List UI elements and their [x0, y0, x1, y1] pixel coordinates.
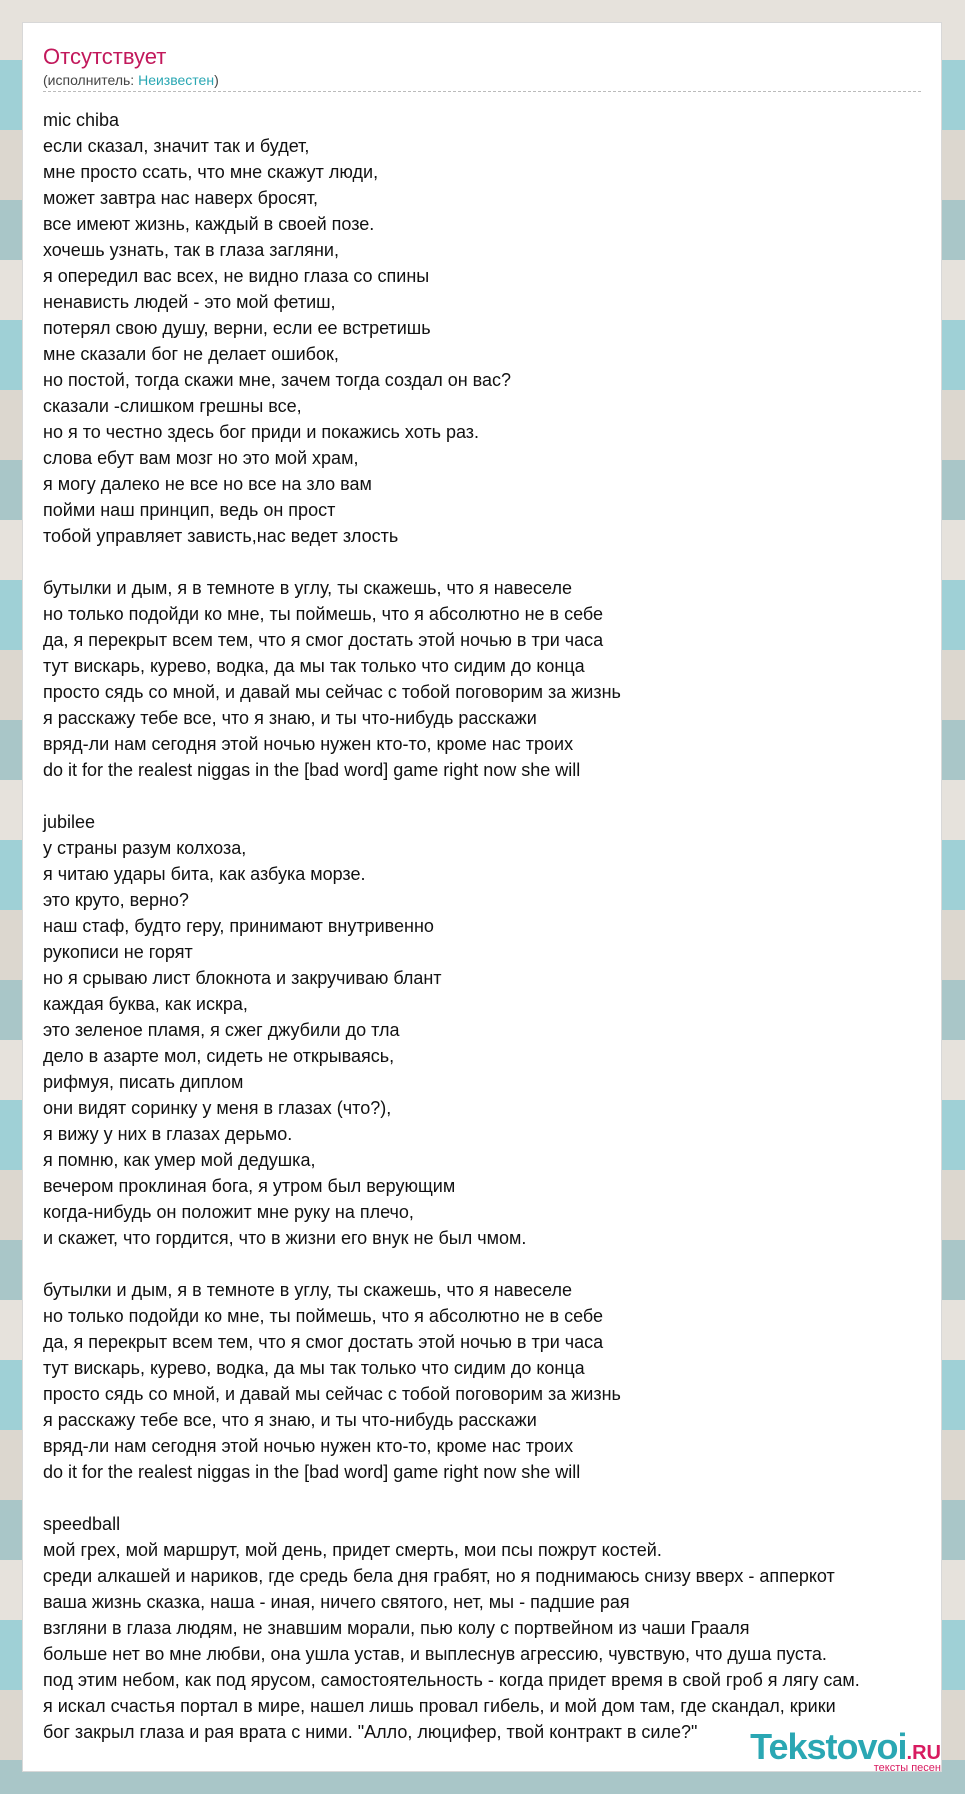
lyric-line: мне сказали бог не делает ошибок, — [43, 344, 339, 364]
artist-prefix: (исполнитель: — [43, 72, 139, 88]
lyric-line: пойми наш принцип, ведь он прост — [43, 500, 336, 520]
lyric-line: я расскажу тебе все, что я знаю, и ты что-нибудь расскажи — [43, 708, 537, 728]
lyric-line: я помню, как умер мой дедушка, — [43, 1150, 316, 1170]
lyric-line: бутылки и дым, я в темноте в углу, ты скажешь, что я навеселе — [43, 578, 572, 598]
stanza-break — [43, 549, 942, 575]
lyric-line: когда-нибудь он положит мне руку на плечо, — [43, 1202, 414, 1222]
lyric-line: у страны разум колхоза, — [43, 838, 247, 858]
lyric-line: потерял свою душу, верни, если ее встретишь — [43, 318, 431, 338]
lyric-line: вряд-ли нам сегодня этой ночью нужен кто-то, кроме нас троих — [43, 1436, 574, 1456]
lyric-line: вряд-ли нам сегодня этой ночью нужен кто-то, кроме нас троих — [43, 734, 574, 754]
lyric-line: каждая буква, как искра, — [43, 994, 248, 1014]
lyric-line: просто сядь со мной, и давай мы сейчас с тобой поговорим за жизнь — [43, 682, 621, 702]
lyrics-card — [22, 22, 942, 1772]
lyric-line: я опередил вас всех, не видно глаза со спины — [43, 266, 430, 286]
lyric-line: среди алкашей и нариков, где средь бела дня грабят, но я поднимаюсь снизу вверх - апперкот — [43, 1566, 835, 1586]
lyric-line: все имеют жизнь, каждый в своей позе. — [43, 214, 375, 234]
lyric-line: слова ебут вам мозг но это мой храм, — [43, 448, 359, 468]
lyric-line: мой грех, мой маршрут, мой день, придет смерть, мои псы пожрут костей. — [43, 1540, 662, 1560]
lyric-line: но постой, тогда скажи мне, зачем тогда создал он вас? — [43, 370, 512, 390]
lyric-line: speedball — [43, 1514, 121, 1534]
lyric-line: это круто, верно? — [43, 890, 189, 910]
lyric-line: мне просто ссать, что мне скажут люди, — [43, 162, 379, 182]
stanza-break — [43, 1251, 942, 1277]
lyric-line: бутылки и дым, я в темноте в углу, ты скажешь, что я навеселе — [43, 1280, 572, 1300]
header-divider — [43, 91, 921, 92]
logo-wordmark: Tekstovoi — [750, 1726, 907, 1767]
artist-suffix: ) — [214, 72, 219, 88]
lyric-line: и скажет, что гордится, что в жизни его внук не был чмом. — [43, 1228, 527, 1248]
lyric-line: но я то честно здесь бог приди и покажись хоть раз. — [43, 422, 480, 442]
lyric-line: рукописи не горят — [43, 942, 193, 962]
lyric-line: но я срываю лист блокнота и закручиваю блант — [43, 968, 442, 988]
lyric-line: я читаю удары бита, как азбука морзе. — [43, 864, 366, 884]
lyric-line: да, я перекрыт всем тем, что я смог достать этой ночью в три часа — [43, 630, 604, 650]
lyric-line: сказали -слишком грешны все, — [43, 396, 302, 416]
logo-tagline: тексты песен — [873, 1762, 941, 1774]
lyric-line: если сказал, значит так и будет, — [43, 136, 310, 156]
lyric-line: ваша жизнь сказка, наша - иная, ничего святого, нет, мы - падшие рая — [43, 1592, 630, 1612]
lyric-line: ненависть людей - это мой фетиш, — [43, 292, 336, 312]
lyric-line: я искал счастья портал в мире, нашел лишь провал гибель, и мой дом там, где скандал, крики — [43, 1696, 836, 1716]
lyric-line: наш стаф, будто геру, принимают внутривенно — [43, 916, 434, 936]
lyric-line: бог закрыл глаза и рая врата с ними. "Алло, люцифер, твой контракт в силе?" — [43, 1722, 698, 1742]
lyric-line: больше нет во мне любви, она ушла устав, и выплеснув агрессию, чувствую, что душа пуста. — [43, 1644, 827, 1664]
site-logo[interactable] — [750, 1726, 941, 1774]
lyric-line: просто сядь со мной, и давай мы сейчас с тобой поговорим за жизнь — [43, 1384, 621, 1404]
lyric-line: jubilee — [43, 812, 96, 832]
lyric-line: тут вискарь, курево, водка, да мы так только что сидим до конца — [43, 656, 585, 676]
lyric-line: это зеленое пламя, я сжег джубили до тла — [43, 1020, 400, 1040]
lyric-line: я вижу у них в глазах дерьмо. — [43, 1124, 293, 1144]
lyric-line: вечером проклиная бога, я утром был верующим — [43, 1176, 456, 1196]
lyric-line: я расскажу тебе все, что я знаю, и ты что-нибудь расскажи — [43, 1410, 537, 1430]
lyric-line: может завтра нас наверх бросят, — [43, 188, 318, 208]
artist-line — [43, 71, 923, 89]
lyrics-text — [43, 107, 942, 1745]
lyric-line: do it for the realest niggas in the [bad word] game right now she will — [43, 1462, 581, 1482]
lyric-line: хочешь узнать, так в глаза загляни, — [43, 240, 339, 260]
lyric-line: рифмуя, писать диплом — [43, 1072, 244, 1092]
lyric-line: но только подойди ко мне, ты поймешь, что я абсолютно не в себе — [43, 604, 604, 624]
lyric-line: да, я перекрыт всем тем, что я смог достать этой ночью в три часа — [43, 1332, 604, 1352]
lyric-line: дело в азарте мол, сидеть не открываясь, — [43, 1046, 395, 1066]
lyric-line: тобой управляет зависть,нас ведет злость — [43, 526, 399, 546]
lyric-line: я могу далеко не все но все на зло вам — [43, 474, 372, 494]
lyric-line: тут вискарь, курево, водка, да мы так только что сидим до конца — [43, 1358, 585, 1378]
lyric-line: взгляни в глаза людям, не знавшим морали, пью колу с портвейном из чаши Грааля — [43, 1618, 750, 1638]
lyric-line: но только подойди ко мне, ты поймешь, что я абсолютно не в себе — [43, 1306, 604, 1326]
song-title: Отсутствует — [43, 44, 167, 69]
song-header — [43, 43, 923, 89]
lyric-line: mic chiba — [43, 110, 120, 130]
artist-link[interactable]: Неизвестен — [138, 72, 215, 88]
lyric-line: do it for the realest niggas in the [bad word] game right now she will — [43, 760, 581, 780]
lyric-line: они видят соринку у меня в глазах (что?), — [43, 1098, 392, 1118]
lyric-line: под этим небом, как под ярусом, самостоятельность - когда придет время в свой гроб я лягу сам. — [43, 1670, 860, 1690]
logo-tld: .RU — [906, 1742, 941, 1764]
stanza-break — [43, 1485, 942, 1511]
stanza-break — [43, 783, 942, 809]
